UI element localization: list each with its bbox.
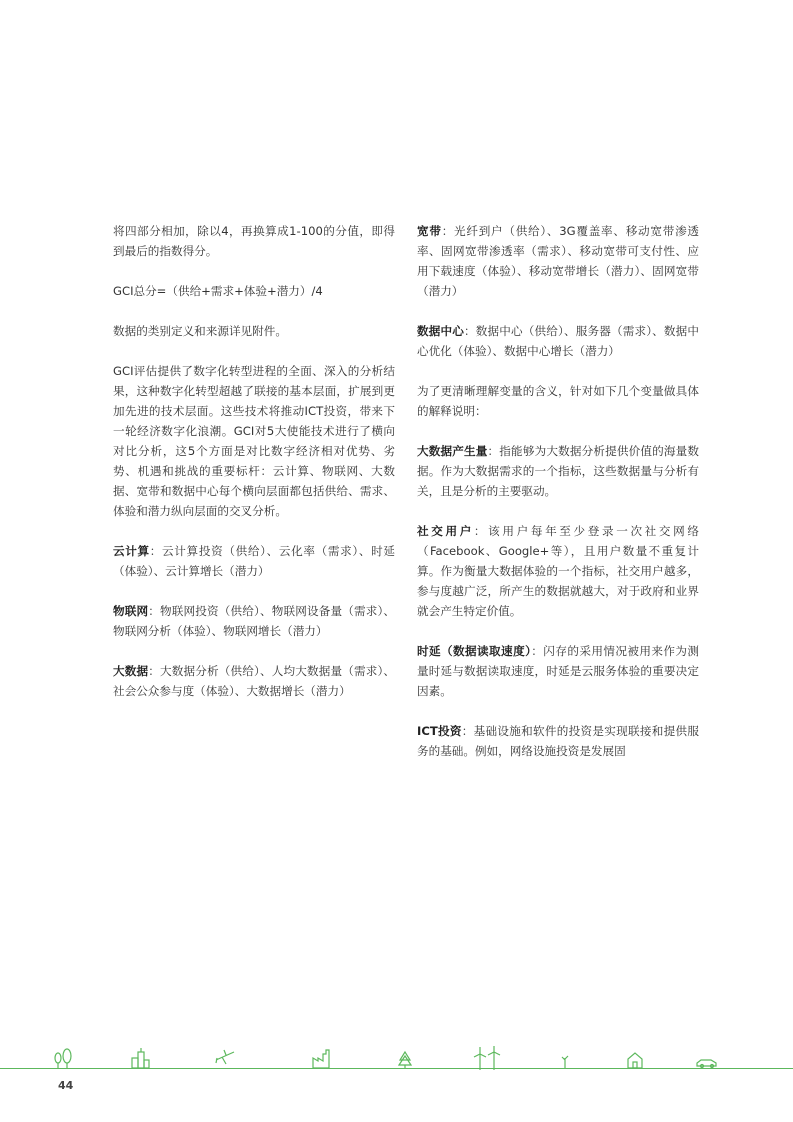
term: 社交用户: [417, 524, 474, 538]
term: 大数据产生量: [417, 444, 488, 458]
term: 时延（数据读取速度）: [417, 644, 532, 658]
right-column: [417, 221, 699, 781]
term: 数据中心: [417, 324, 464, 338]
car-icon: [696, 1046, 718, 1068]
paragraph: GCI评估提供了数字化转型进程的全面、深入的分析结果，这种数字化转型超越了联接的基本层面，扩展到更加先进的技术层面。这些技术将推动ICT投资，带来下一轮经济数字化浪潮。GCI对5大使能技术进行了横向对比分析，这5个方面是对比数字经济相对优势、劣势、机遇和挑战的重要标杆：云计算、物联网、大数据、宽带和数据中心每个横向层面都包括供给、需求、体验和潜力纵向层面的交叉分析。: [113, 364, 395, 518]
formula: GCI总分=（供给+需求+体验+潜力）/4: [113, 284, 323, 298]
paragraph: 数据的类别定义和来源详见附件。: [113, 324, 287, 338]
definition-big-data-volume: 大数据产生量：指能够为大数据分析提供价值的海量数据。作为大数据需求的一个指标，这些数据量与分析有关，且是分析的主要驱动。: [417, 444, 699, 498]
definition-cloud: 云计算：云计算投资（供给）、云化率（需求）、时延（体验）、云计算增长（潜力）: [113, 544, 395, 578]
page-number: 44: [58, 1079, 74, 1092]
definition-big-data: 大数据：大数据分析（供给）、人均大数据量（需求）、社会公众参与度（体验）、大数据增长（潜力）: [113, 664, 395, 698]
definition-iot: 物联网：物联网投资（供给）、物联网设备量（需求）、物联网分析（体验）、物联网增长（潜力）: [113, 604, 395, 638]
definition-data-center: 数据中心：数据中心（供给）、服务器（需求）、数据中心优化（体验）、数据中心增长（潜力）: [417, 324, 699, 358]
paragraph: 为了更清晰理解变量的含义，针对如下几个变量做具体的解释说明：: [417, 384, 699, 418]
house-icon: [626, 1046, 644, 1068]
definition-latency: 时延（数据读取速度）：闪存的采用情况被用来作为测量时延与数据读取速度，时延是云服务体验的重要决定因素。: [417, 644, 699, 698]
sapling-icon: [560, 1046, 570, 1068]
paragraph: 将四部分相加，除以4，再换算成1-100的分值，即得到最后的指数得分。: [113, 224, 395, 258]
airplane-icon: [214, 1046, 236, 1068]
footer-divider: [0, 1068, 793, 1069]
definition-broadband: 宽带：光纤到户（供给）、3G覆盖率、移动宽带渗透率、固网宽带渗透率（需求）、移动宽带可支付性、应用下载速度（体验）、移动宽带增长（潜力）、固网宽带（潜力）: [417, 224, 699, 298]
wind-turbines-icon: [471, 1046, 503, 1070]
term: 云计算: [113, 544, 150, 558]
definition-social-users: 社交用户：该用户每年至少登录一次社交网络（Facebook、Google+等），且用户数量不重复计算。作为衡量大数据体验的一个指标，社交用户越多，参与度越广泛，所产生的数据就越大，对于政府和业界就会产生特定价值。: [417, 524, 699, 618]
term: ICT投资: [417, 724, 462, 738]
definition-ict-investment: ICT投资：基础设施和软件的投资是实现联接和提供服务的基础。例如，网络设施投资是发展固: [417, 724, 699, 758]
trees-icon: [52, 1046, 74, 1068]
term: 物联网: [113, 604, 149, 618]
buildings-icon: [130, 1046, 150, 1068]
pine-tree-icon: [398, 1046, 412, 1068]
term: 大数据: [113, 664, 149, 678]
term: 宽带: [417, 224, 442, 238]
factory-icon: [312, 1046, 332, 1068]
left-column: [113, 221, 395, 721]
